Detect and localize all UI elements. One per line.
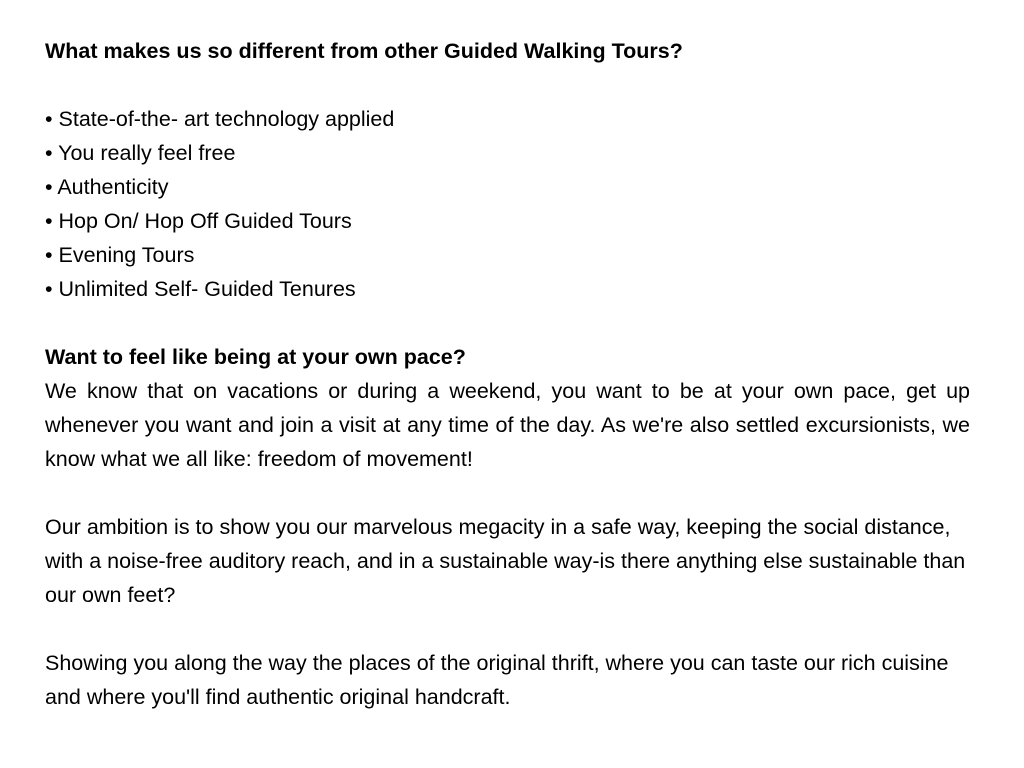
along-the-way-paragraph: Showing you along the way the places of the original thrift, where you can taste our rich cuisine and where you'll find authentic original handcraft. bbox=[45, 651, 949, 709]
own-pace-paragraph: We know that on vacations or during a weekend, you want to be at your own pace, get up whenever you want and join a visit at any time of the day. As we're also settled excursionists, we know what we all like: freedom of movement! bbox=[45, 379, 970, 471]
ambition-paragraph: Our ambition is to show you our marvelous megacity in a safe way, keeping the social distance, with a noise-free auditory reach, and in a sustainable way-is there anything else sustainable than our own feet? bbox=[45, 515, 966, 607]
list-item: • Authenticity bbox=[45, 175, 169, 199]
features-list bbox=[45, 102, 970, 306]
spacer bbox=[45, 68, 970, 102]
differences-heading: What makes us so different from other Guided Walking Tours? bbox=[45, 39, 683, 63]
list-item: • State-of-the- art technology applied bbox=[45, 107, 395, 131]
list-item: • Hop On/ Hop Off Guided Tours bbox=[45, 209, 352, 233]
spacer bbox=[45, 476, 970, 510]
own-pace-heading: Want to feel like being at your own pace? bbox=[45, 345, 466, 369]
spacer bbox=[45, 306, 970, 340]
list-item: • Evening Tours bbox=[45, 243, 195, 267]
list-item: • Unlimited Self- Guided Tenures bbox=[45, 277, 356, 301]
spacer bbox=[45, 612, 970, 646]
list-item: • You really feel free bbox=[45, 141, 236, 165]
